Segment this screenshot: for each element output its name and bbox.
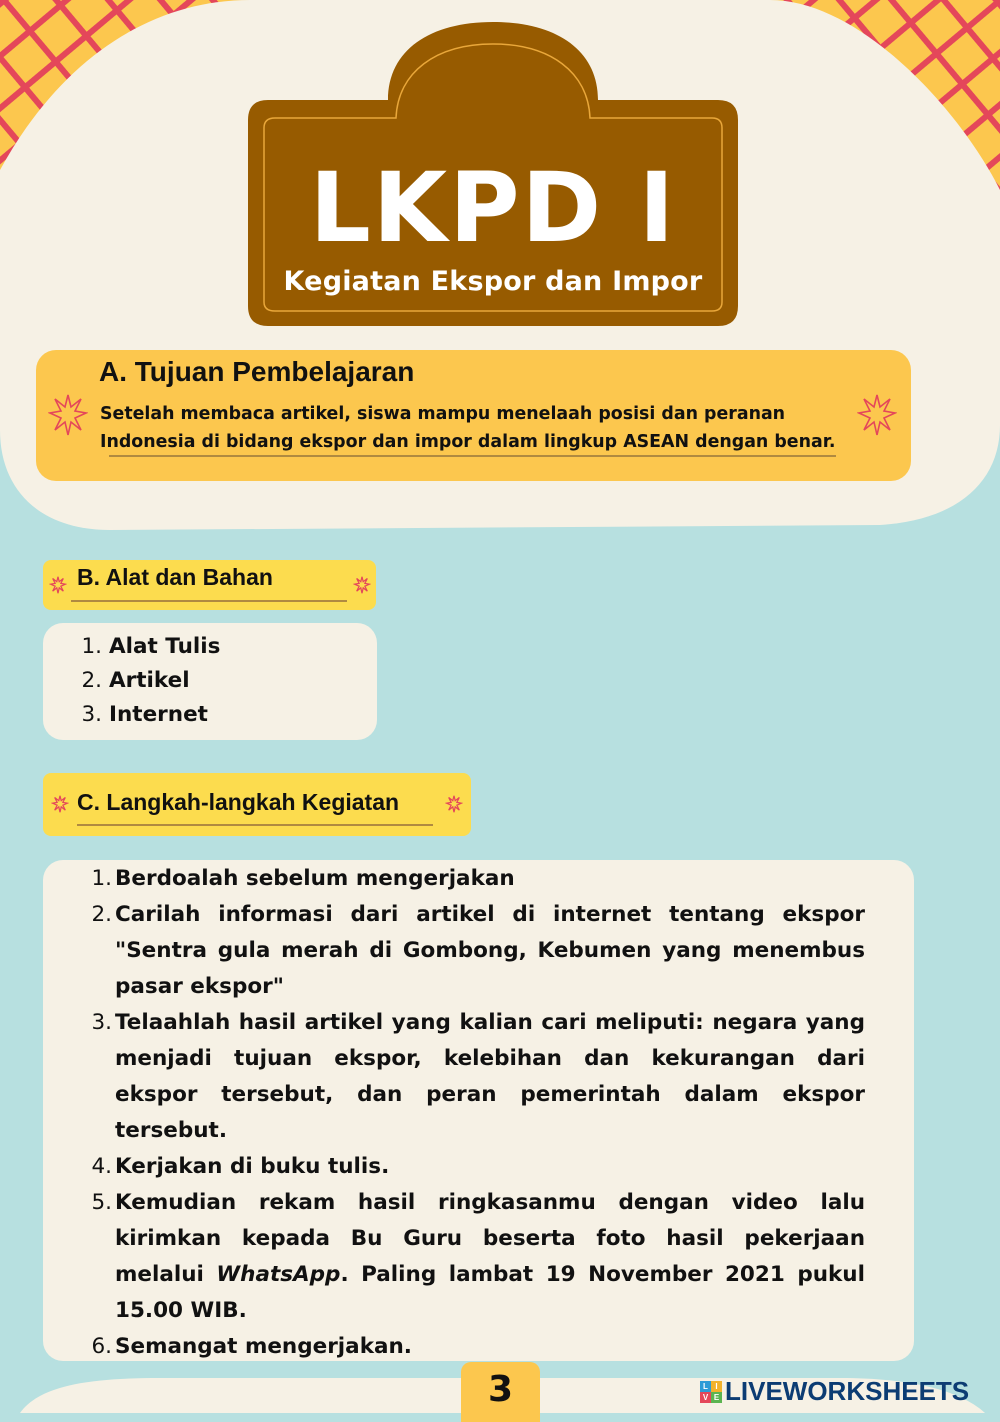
section-b-card bbox=[43, 623, 377, 740]
page-number: 3 bbox=[461, 1362, 540, 1422]
section-a-line-1: Setelah membaca artikel, siswa mampu menelaah posisi dan peranan bbox=[100, 404, 786, 424]
list-item: 6. Semangat mengerjakan. bbox=[91, 1334, 412, 1359]
section-b-label-box bbox=[43, 560, 376, 610]
section-a-underline bbox=[109, 455, 836, 457]
starburst-icon bbox=[353, 576, 371, 594]
whatsapp-emphasis: WhatsApp bbox=[216, 1262, 341, 1287]
list-item: 2. Artikel bbox=[81, 668, 190, 693]
section-b-heading: B. Alat dan Bahan bbox=[77, 564, 273, 590]
liveworksheets-logo-icon: L I V E bbox=[700, 1381, 722, 1403]
section-c-heading: C. Langkah-langkah Kegiatan bbox=[77, 789, 400, 815]
starburst-icon bbox=[48, 393, 88, 437]
section-b-underline bbox=[71, 600, 347, 602]
section-c-label-box bbox=[43, 773, 471, 836]
section-a-body bbox=[100, 400, 860, 456]
section-a-box bbox=[36, 350, 911, 481]
section-c-underline bbox=[77, 824, 433, 826]
starburst-icon bbox=[445, 795, 463, 813]
starburst-icon bbox=[857, 393, 897, 437]
page-title: LKPD I bbox=[309, 151, 677, 264]
list-item: 5. Kemudian rekam hasil ringkasanmu dengan video lalu kirimkan kepada Bu Guru beserta foto hasil pekerjaan melalui WhatsApp. Paling lambat 19 November 2021 pukul 15.00 WIB. bbox=[91, 1190, 865, 1323]
page-subtitle: Kegiatan Ekspor dan Impor bbox=[283, 265, 703, 297]
starburst-icon bbox=[51, 795, 69, 813]
section-a-line-2: Indonesia di bidang ekspor dan impor dalam lingkup ASEAN dengan benar. bbox=[100, 432, 836, 452]
steps-list bbox=[75, 861, 865, 1365]
list-item: 1. Alat Tulis bbox=[81, 634, 221, 659]
starburst-icon bbox=[49, 576, 67, 594]
brand-name: LIVEWORKSHEETS bbox=[725, 1376, 970, 1406]
list-item: 3. Internet bbox=[81, 702, 208, 727]
title-card bbox=[248, 100, 738, 326]
list-item: 4. Kerjakan di buku tulis. bbox=[91, 1154, 390, 1179]
section-a-heading: A. Tujuan Pembelajaran bbox=[99, 356, 415, 387]
liveworksheets-brand[interactable] bbox=[700, 1376, 969, 1407]
list-item: 3. Telaahlah hasil artikel yang kalian cari meliputi: negara yang menjadi tujuan ekspor, kelebihan dan kekurangan dari ekspor tersebut, dan peran pemerintah dalam ekspor tersebut. bbox=[91, 1010, 865, 1143]
section-c-card bbox=[43, 860, 914, 1361]
tools-list bbox=[76, 630, 366, 732]
list-item: 2. Carilah informasi dari artikel di internet tentang ekspor "Sentra gula merah di Gombong, Kebumen yang menembus pasar ekspor" bbox=[91, 902, 865, 999]
list-item: 1. Berdoalah sebelum mengerjakan bbox=[91, 866, 515, 891]
